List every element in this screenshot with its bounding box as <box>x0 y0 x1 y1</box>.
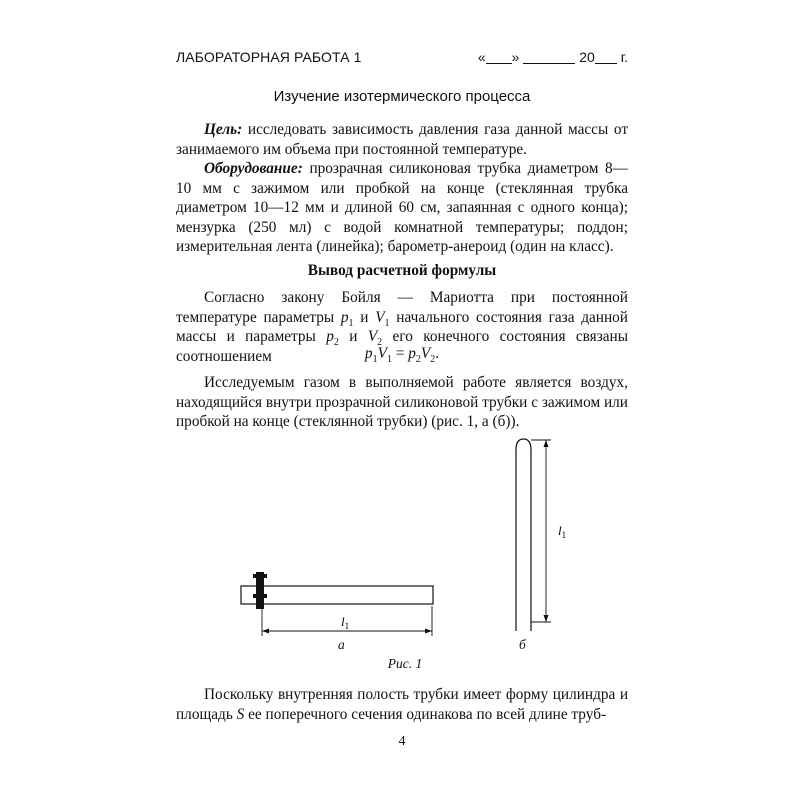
boyle-paragraph: Согласно закону Бойля — Мариотта при постоянной температуре параметры $p_1$ и $V_1$ начального состояния газа данной массы и параметры $p_2$ и $V_2$ его конечного состояния связаны соотношением <box>176 289 628 365</box>
horizontal-tube-diagram <box>241 572 433 636</box>
gas-paragraph: Исследуемым газом в выполняемой работе является воздух, находящийся внутри прозрачной силиконовой трубки с зажимом или пробкой на конце (стеклянной трубки) (рис. 1, а (б)). <box>176 374 628 430</box>
arrow-down-icon <box>544 615 549 622</box>
clamp-bolt-top <box>253 574 267 578</box>
last-paragraph: Поскольку внутренняя полость трубки имеет форму цилиндра и площадь S ее поперечного сечения одинакова по всей длине труб- <box>176 686 628 723</box>
vertical-tube-diagram <box>516 439 566 631</box>
page-number: 4 <box>398 734 406 749</box>
boyle-formula: $p_1V_1 = p_2V_2$. <box>364 345 440 366</box>
dim-label-vertical: $l_1$ <box>558 523 567 540</box>
header-date-field: « » 20 г. <box>477 49 628 65</box>
page-title: Изучение изотермического процесса <box>273 88 531 105</box>
header-lab-title: ЛАБОРАТОРНАЯ РАБОТА 1 <box>176 49 362 65</box>
figure-caption: Рис. 1 <box>387 656 423 671</box>
arrow-left-icon <box>262 629 269 634</box>
figure-label-a: а <box>338 637 345 652</box>
clamp-bolt-mid <box>253 594 267 598</box>
dim-label-horizontal: $l_1$ <box>341 614 350 631</box>
goal-paragraph: Цель: исследовать зависимость давления газа данной массы от занимаемого им объема при постоянной температуре. <box>176 121 628 158</box>
arrow-up-icon <box>544 440 549 447</box>
figure-label-b: б <box>519 637 526 652</box>
equipment-paragraph: Оборудование: прозрачная силиконовая трубка диаметром 8—10 мм с зажимом или пробкой на конце (стеклянная трубка диаметром 10—12 мм и длиной 60 см, запаянная с одного конца); мензурка (250 мл) с водой комнатной температуры; поддон; измерительная лента (линейка); барометр-анероид (один на класс). <box>176 160 628 255</box>
vertical-tube <box>516 439 531 631</box>
goal-label: Цель: <box>204 121 243 138</box>
arrow-right-icon <box>425 629 432 634</box>
equipment-label: Оборудование: <box>204 160 303 177</box>
section-heading: Вывод расчетной формулы <box>307 262 497 279</box>
horizontal-tube <box>241 586 433 604</box>
